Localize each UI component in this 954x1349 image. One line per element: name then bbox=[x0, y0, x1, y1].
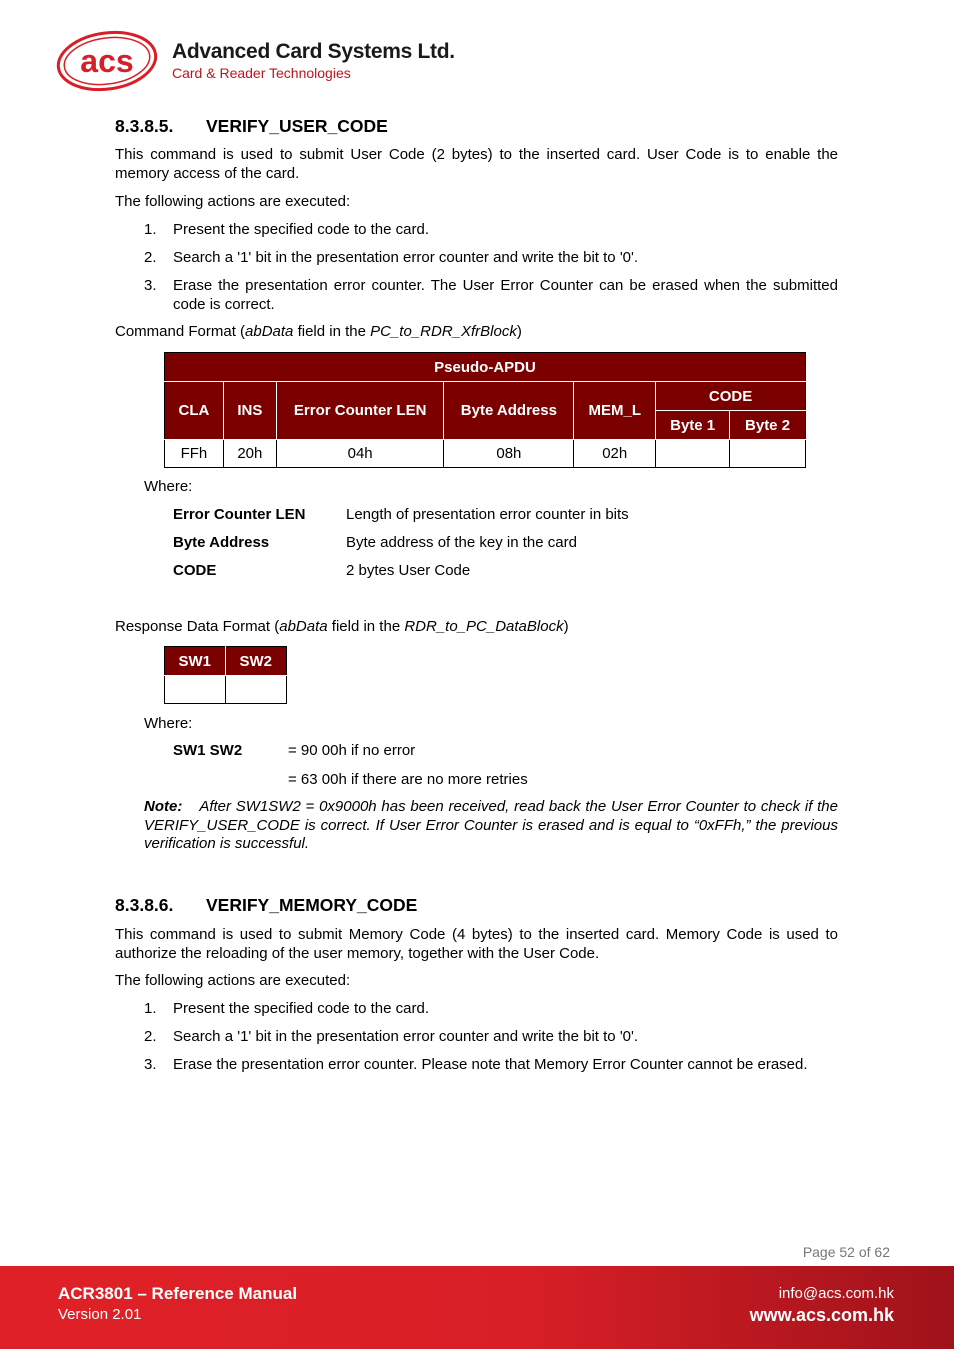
response-table bbox=[164, 646, 287, 704]
list-item: 3. Erase the presentation error counter. The User Error Counter can be erased when the submitted code is correct. bbox=[144, 277, 838, 313]
cell-byte-2 bbox=[730, 440, 806, 468]
apdu-title: Pseudo-APDU bbox=[165, 353, 806, 382]
section-intro: This command is used to submit Memory Code (4 bytes) to the inserted card. Memory Code is used to authorize the reloading of the user memory, together with the User Code. bbox=[115, 926, 838, 962]
note bbox=[144, 798, 838, 854]
cell-error-counter-len: 04h bbox=[276, 440, 444, 468]
col-byte-address: Byte Address bbox=[444, 382, 574, 440]
table-row bbox=[165, 676, 287, 704]
cell-byte-address: 08h bbox=[444, 440, 574, 468]
command-format-caption: Command Format (abData field in the PC_to_RDR_XfrBlock) bbox=[115, 323, 522, 340]
footer-title: ACR3801 – Reference Manual bbox=[58, 1284, 298, 1303]
response-format-caption: Response Data Format (abData field in the RDR_to_PC_DataBlock) bbox=[115, 618, 569, 635]
def-term: CODE bbox=[173, 562, 217, 579]
page-number: Page 52 of 62 bbox=[802, 1244, 890, 1260]
col-cla: CLA bbox=[165, 382, 224, 440]
col-mem-l: MEM_L bbox=[574, 382, 656, 440]
def-desc: 2 bytes User Code bbox=[346, 562, 471, 579]
cell-sw2 bbox=[225, 676, 287, 704]
def-desc: Byte address of the key in the card bbox=[346, 534, 577, 551]
def-term: Byte Address bbox=[173, 534, 270, 551]
col-ins: INS bbox=[223, 382, 276, 440]
sw-desc: = 90 00h if no error bbox=[288, 742, 416, 759]
sw-desc: = 63 00h if there are no more retries bbox=[288, 771, 528, 788]
section-heading-verify-user-code: 8.3.8.5. VERIFY_USER_CODE bbox=[115, 116, 388, 136]
section-heading-verify-memory-code: 8.3.8.6. VERIFY_MEMORY_CODE bbox=[115, 895, 418, 915]
cell-mem-l: 02h bbox=[574, 440, 656, 468]
company-tagline: Card & Reader Technologies bbox=[172, 65, 351, 81]
company-name: Advanced Card Systems Ltd. bbox=[172, 40, 455, 63]
list-item: 3. Erase the presentation error counter. Please note that Memory Error Counter cannot be erased. bbox=[144, 1056, 808, 1073]
def-term: Error Counter LEN bbox=[173, 506, 306, 523]
svg-text:acs: acs bbox=[80, 43, 134, 79]
list-item: 1. Present the specified code to the card. bbox=[144, 1000, 429, 1017]
where-label: Where: bbox=[144, 715, 193, 732]
cell-ins: 20h bbox=[223, 440, 276, 468]
footer-version: Version 2.01 bbox=[58, 1306, 142, 1323]
cell-sw1 bbox=[165, 676, 226, 704]
col-code: CODE bbox=[656, 382, 806, 411]
def-desc: Length of presentation error counter in bits bbox=[346, 506, 629, 523]
actions-intro: The following actions are executed: bbox=[115, 193, 351, 210]
table-row bbox=[165, 440, 806, 468]
col-byte-2: Byte 2 bbox=[730, 411, 806, 440]
note-text: After SW1SW2 = 0x9000h has been received, read back the User Error Counter to check if the VERIFY_USER_CODE is correct. If User Error Counter is erased and is equal to “0xFFh,” the previous verification is successful. bbox=[144, 798, 838, 852]
list-item: 2. Search a '1' bit in the presentation error counter and write the bit to '0'. bbox=[144, 1028, 639, 1045]
col-sw1: SW1 bbox=[165, 647, 226, 676]
col-sw2: SW2 bbox=[225, 647, 287, 676]
where-label: Where: bbox=[144, 478, 193, 495]
section-intro: This command is used to submit User Code (2 bytes) to the inserted card. User Code is to enable the memory access of the card. bbox=[115, 146, 838, 182]
cell-byte-1 bbox=[656, 440, 730, 468]
list-item: 1. Present the specified code to the card. bbox=[144, 221, 429, 238]
actions-intro: The following actions are executed: bbox=[115, 972, 351, 989]
pseudo-apdu-table bbox=[164, 352, 806, 468]
col-error-counter-len: Error Counter LEN bbox=[276, 382, 444, 440]
cell-cla: FFh bbox=[165, 440, 224, 468]
sw-term: SW1 SW2 bbox=[173, 742, 243, 759]
acs-logo bbox=[56, 30, 158, 92]
footer-email[interactable]: info@acs.com.hk bbox=[778, 1285, 894, 1302]
list-item: 2. Search a '1' bit in the presentation error counter and write the bit to '0'. bbox=[144, 249, 639, 266]
footer-website[interactable]: www.acs.com.hk bbox=[749, 1305, 894, 1325]
col-byte-1: Byte 1 bbox=[656, 411, 730, 440]
note-label: Note: bbox=[144, 798, 183, 815]
